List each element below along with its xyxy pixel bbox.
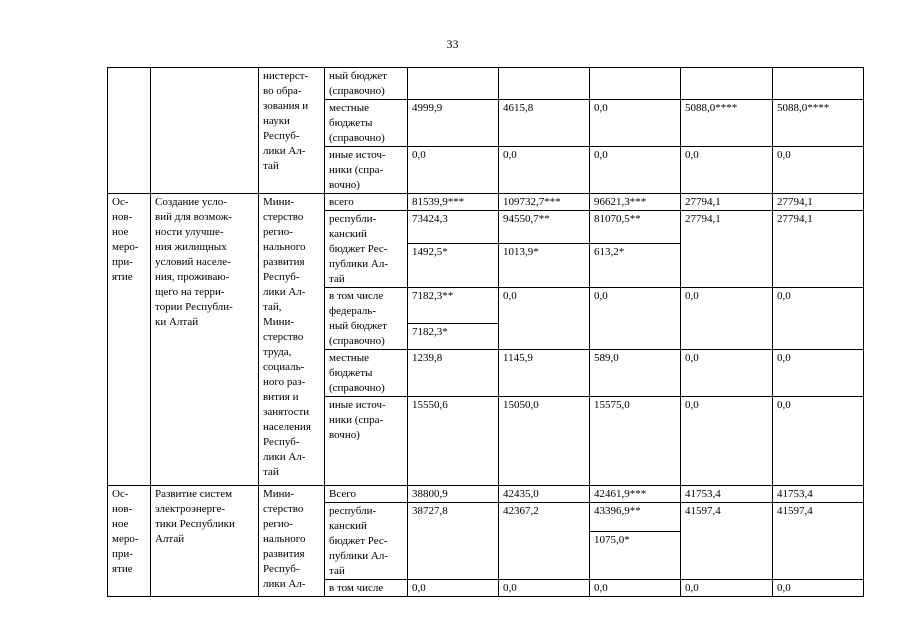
value-cell: 0,0 bbox=[590, 288, 681, 350]
value-cell: 0,0 bbox=[590, 579, 681, 596]
value-cell: 41753,4 bbox=[773, 485, 864, 502]
continuation-name-cell bbox=[151, 68, 259, 194]
measure-name: Создание усло- вий для возмож- ности улучше- ния жилищных условий населе- ния, проживаю- щего на терри- тории Республи- ки Алтай bbox=[151, 194, 259, 486]
value-cell: 73424,3 bbox=[408, 211, 499, 244]
value-cell: 5088,0**** bbox=[681, 100, 773, 147]
value-cell: 109732,7*** bbox=[499, 194, 590, 211]
value-cell: 96621,3*** bbox=[590, 194, 681, 211]
value-cell: 4615,8 bbox=[499, 100, 590, 147]
value-cell: 0,0 bbox=[499, 579, 590, 596]
value-cell: 1239,8 bbox=[408, 350, 499, 397]
value-cell: 42367,2 bbox=[499, 502, 590, 579]
funding-source: республи- канский бюджет Рес- публики Ал- тай bbox=[325, 502, 408, 579]
table-row bbox=[108, 194, 864, 211]
funding-source: ный бюджет (справочно) bbox=[325, 68, 408, 100]
value-cell: 81070,5** bbox=[590, 211, 681, 244]
responsible-org: Мини- стерство регио- нального развития Респуб- лики Ал- bbox=[259, 485, 325, 596]
value-cell: 15550,6 bbox=[408, 397, 499, 444]
value-cell: 0,0 bbox=[773, 350, 864, 397]
value-cell: 81539,9*** bbox=[408, 194, 499, 211]
value-cell: 42435,0 bbox=[499, 485, 590, 502]
value-cell: 0,0 bbox=[590, 100, 681, 147]
funding-source: в том числе федераль- ный бюджет (справочно) bbox=[325, 288, 408, 350]
value-cell: 43396,9** bbox=[590, 502, 681, 531]
value-cell: 94550,7** bbox=[499, 211, 590, 244]
value-cell: 42461,9*** bbox=[590, 485, 681, 502]
value-cell bbox=[499, 68, 590, 100]
value-cell: 0,0 bbox=[681, 288, 773, 350]
value-cell: 0,0 bbox=[773, 147, 864, 194]
value-cell: 38727,8 bbox=[408, 502, 499, 579]
value-cell: 27794,1 bbox=[681, 211, 773, 288]
value-cell: 5088,0**** bbox=[773, 100, 864, 147]
value-cell: 1013,9* bbox=[499, 243, 590, 287]
value-cell: 27794,1 bbox=[681, 194, 773, 211]
value-cell: 1075,0* bbox=[590, 531, 681, 579]
table-row bbox=[108, 68, 864, 100]
value-cell bbox=[773, 68, 864, 100]
value-cell: 0,0 bbox=[681, 350, 773, 397]
empty-cell bbox=[590, 443, 681, 485]
value-cell: 0,0 bbox=[681, 579, 773, 596]
value-cell bbox=[681, 68, 773, 100]
value-cell: 0,0 bbox=[408, 147, 499, 194]
funding-source: всего bbox=[325, 194, 408, 211]
value-cell: 589,0 bbox=[590, 350, 681, 397]
value-cell: 0,0 bbox=[499, 147, 590, 194]
value-cell: 0,0 bbox=[681, 147, 773, 194]
value-cell: 7182,3* bbox=[408, 323, 499, 349]
empty-cell bbox=[773, 443, 864, 485]
value-cell: 15050,0 bbox=[499, 397, 590, 444]
funding-source: иные источ- ники (спра- вочно) bbox=[325, 397, 408, 444]
value-cell: 0,0 bbox=[773, 288, 864, 350]
funding-source: в том числе bbox=[325, 579, 408, 596]
funding-source: местные бюджеты (справочно) bbox=[325, 100, 408, 147]
value-cell: 1145,9 bbox=[499, 350, 590, 397]
responsible-org: нистерст- во обра- зования и науки Респуб- лики Ал- тай bbox=[259, 68, 325, 194]
value-cell bbox=[408, 68, 499, 100]
value-cell: 41753,4 bbox=[681, 485, 773, 502]
table-row bbox=[108, 485, 864, 502]
funding-source: иные источ- ники (спра- вочно) bbox=[325, 147, 408, 194]
funding-source: республи- канский бюджет Рес- публики Ал- тай bbox=[325, 211, 408, 288]
measure-name: Развитие систем электроэнерге- тики Республики Алтай bbox=[151, 485, 259, 596]
value-cell: 27794,1 bbox=[773, 194, 864, 211]
value-cell: 38800,9 bbox=[408, 485, 499, 502]
value-cell: 1492,5* bbox=[408, 243, 499, 287]
value-cell: 41597,4 bbox=[773, 502, 864, 579]
value-cell: 7182,3** bbox=[408, 288, 499, 324]
empty-cell bbox=[408, 443, 499, 485]
value-cell bbox=[590, 68, 681, 100]
value-cell: 613,2* bbox=[590, 243, 681, 287]
value-cell: 0,0 bbox=[499, 288, 590, 350]
responsible-org: Мини- стерство регио- нального развития Респуб- лики Ал- тай, Мини- стерство труда, социаль- ного раз- вития и занятости населения Респуб- лики Ал- тай bbox=[259, 194, 325, 486]
funding-source: Всего bbox=[325, 485, 408, 502]
value-cell: 0,0 bbox=[773, 579, 864, 596]
empty-cell bbox=[681, 443, 773, 485]
page-number: 33 bbox=[446, 37, 459, 51]
value-cell: 4999,9 bbox=[408, 100, 499, 147]
measure-type: Ос- нов- ное меро- при- ятие bbox=[108, 485, 151, 596]
continuation-type-cell bbox=[108, 68, 151, 194]
value-cell: 27794,1 bbox=[773, 211, 864, 288]
value-cell: 15575,0 bbox=[590, 397, 681, 444]
measure-type: Ос- нов- ное меро- при- ятие bbox=[108, 194, 151, 486]
empty-cell bbox=[499, 443, 590, 485]
value-cell: 0,0 bbox=[681, 397, 773, 444]
empty-cell bbox=[325, 443, 408, 485]
value-cell: 0,0 bbox=[773, 397, 864, 444]
value-cell: 0,0 bbox=[408, 579, 499, 596]
funding-source: местные бюджеты (справочно) bbox=[325, 350, 408, 397]
value-cell: 41597,4 bbox=[681, 502, 773, 579]
value-cell: 0,0 bbox=[590, 147, 681, 194]
budget-table bbox=[107, 67, 864, 597]
